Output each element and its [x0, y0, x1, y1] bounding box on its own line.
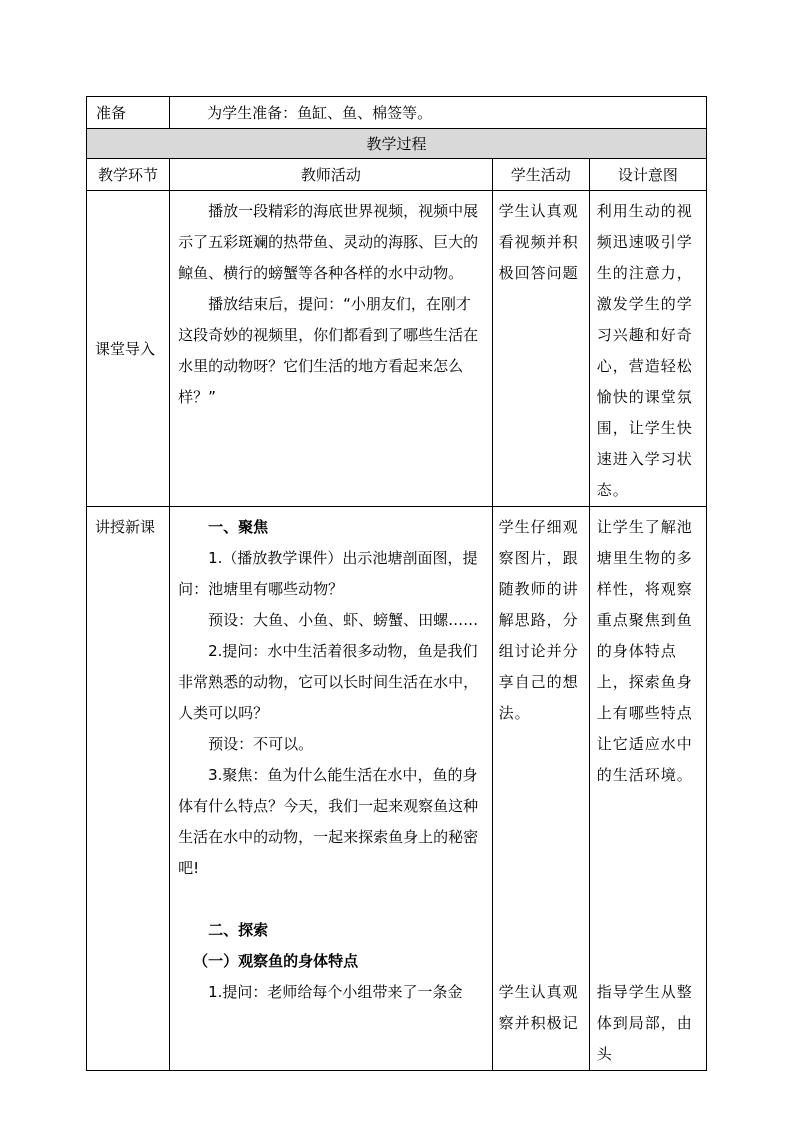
new-lesson-design-text-2: 指导学生从整体到局部，由头	[596, 983, 693, 1063]
new-lesson-teacher-cell	[170, 507, 493, 1071]
focus-preset-1: 预设：大鱼、小鱼、虾、螃蟹、田螺……	[208, 611, 479, 629]
header-student: 学生活动	[492, 159, 589, 191]
prep-row	[87, 97, 707, 129]
prep-text: 为学生准备：鱼缸、鱼、棉签等。	[170, 97, 707, 129]
intro-design-cell: 利用生动的视频迅速吸引学生的注意力，激发学生的学习兴趣和好奇心，营造轻松愉快的课堂氛围，让学生快速进入学习状态。	[589, 191, 706, 507]
spacer	[597, 791, 702, 977]
intro-student-cell: 学生认真观看视频并积极回答问题	[492, 191, 589, 507]
new-lesson-design-cell	[589, 507, 706, 1071]
focus-item-1: 1.（播放教学课件）出示池塘剖面图，提问：池塘里有哪些动物？	[178, 549, 478, 598]
lesson-plan-table	[86, 96, 707, 1071]
section-title: 教学过程	[87, 129, 707, 159]
spacer	[499, 729, 584, 977]
intro-teacher-p1: 播放一段精彩的海底世界视频，视频中展示了五彩斑斓的热带鱼、灵动的海豚、巨大的鲸鱼、横行的螃蟹等各种各样的水中动物。	[178, 202, 479, 282]
new-lesson-student-text-2: 学生认真观察并积极记	[498, 983, 579, 1032]
new-lesson-design-text-1: 让学生了解池塘里生物的多样性，将观察重点聚焦到鱼的身体特点上，探索鱼身上有哪些特点让它适应水中的生活环境。	[596, 518, 693, 784]
spacer	[178, 884, 483, 915]
intro-teacher-cell	[170, 191, 493, 507]
new-lesson-student-text-1: 学生仔细观察图片，跟随教师的讲解思路，分组讨论并分享自己的想法。	[498, 518, 579, 722]
intro-row	[87, 191, 707, 507]
focus-item-3: 3.聚焦：鱼为什么能生活在水中，鱼的身体有什么特点？今天，我们一起来观察鱼这种生活在水中的动物，一起来探索鱼身上的秘密吧!	[178, 766, 479, 877]
header-design: 设计意图	[589, 159, 706, 191]
new-lesson-row	[87, 507, 707, 1071]
section-title-row	[87, 129, 707, 159]
intro-stage-label: 课堂导入	[87, 191, 170, 507]
focus-heading: 一、聚焦	[208, 518, 269, 536]
explore-item-1: 1.提问：老师给每个小组带来了一条金	[208, 983, 463, 1001]
new-lesson-student-cell	[492, 507, 589, 1071]
header-teacher: 教师活动	[170, 159, 493, 191]
focus-preset-2: 预设：不可以。	[208, 735, 314, 753]
intro-teacher-p2: 播放结束后，提问：“小朋友们，在刚才这段奇妙的视频里，你们都看到了哪些生活在水里的动物呀？它们生活的地方看起来怎么样？”	[178, 295, 479, 406]
new-lesson-stage-label: 讲授新课	[87, 507, 170, 1071]
header-stage: 教学环节	[87, 159, 170, 191]
focus-item-2: 2.提问：水中生活着很多动物，鱼是我们非常熟悉的动物，它可以长时间生活在水中，人类可以吗？	[178, 642, 479, 722]
header-row	[87, 159, 707, 191]
explore-heading: 二、探索	[208, 921, 269, 939]
prep-label: 准备	[87, 97, 170, 129]
explore-sub-heading: （一）观察鱼的身体特点	[193, 952, 359, 970]
